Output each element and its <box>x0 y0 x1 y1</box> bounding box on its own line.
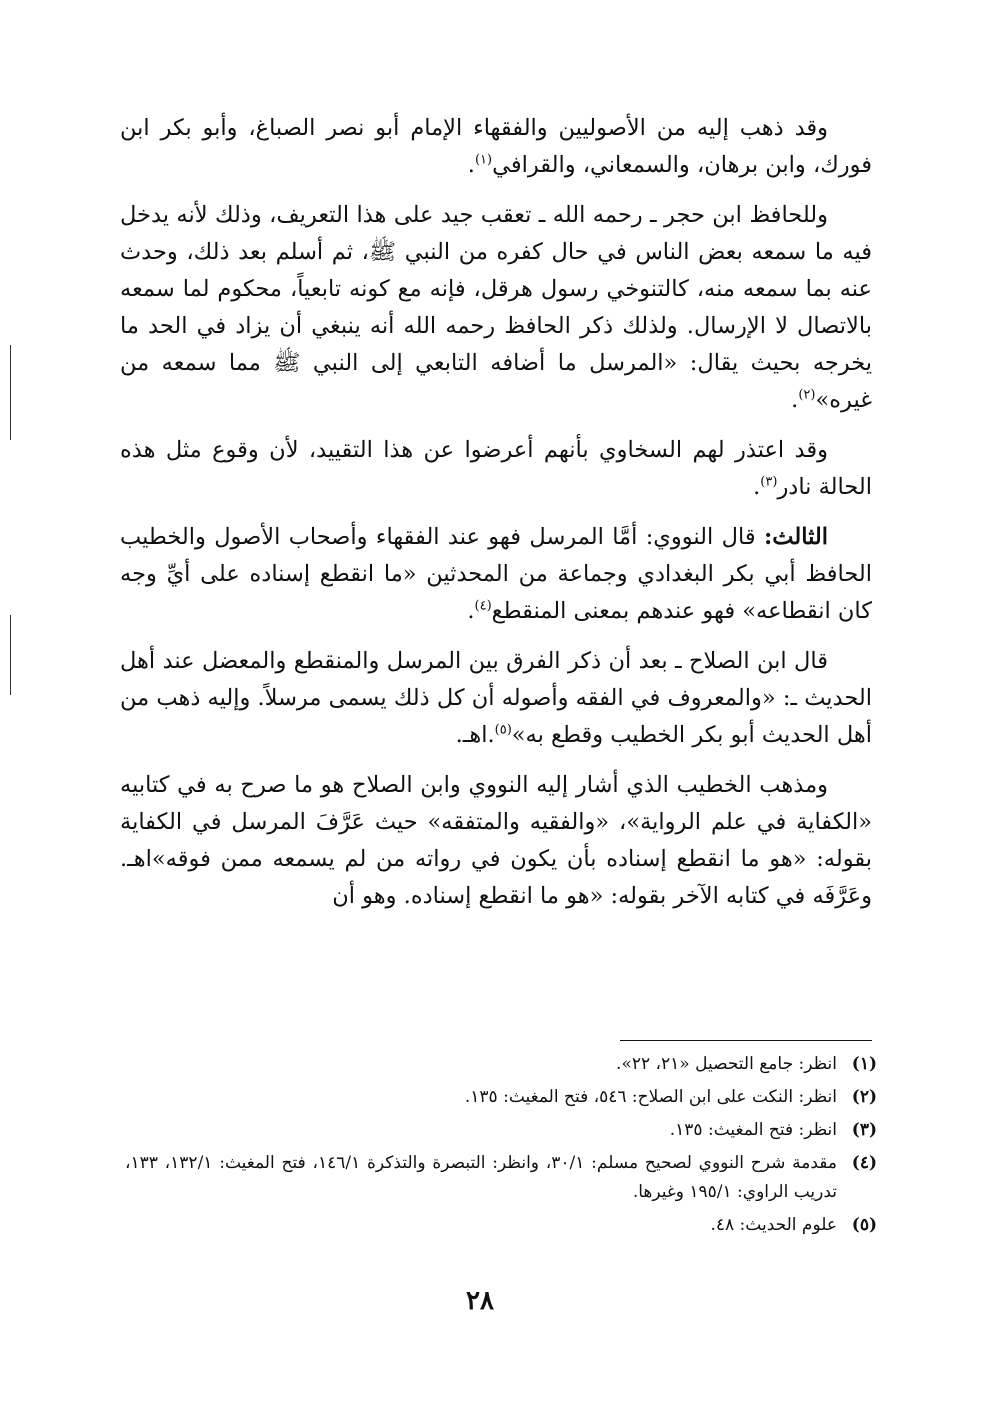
footnote-number: (٥) <box>851 1215 877 1235</box>
footnote-text: علوم الحديث: ٤٨. <box>710 1215 837 1235</box>
paragraph <box>120 432 872 506</box>
main-text <box>120 110 872 928</box>
footnote-ref[interactable]: (٤) <box>474 598 492 614</box>
footnote-ref[interactable]: (٢) <box>798 387 816 403</box>
footnote-number: (٢) <box>851 1087 877 1107</box>
footnote-ref[interactable]: (٣) <box>760 474 778 490</box>
footnote-number: (١) <box>851 1054 877 1074</box>
paragraph-text: وللحافظ ابن حجر ـ رحمه الله ـ تعقب جيد على هذا التعريف، وذلك لأنه يدخل فيه ما سمعه بعض الناس في حال كفره من النبي ﷺ، ثم أسلم بعد ذلك، وحدث عنه بما سمعه منه، كالتنوخي رسول هرقل، فإنه مع كونه تابعياً، محكوم لما سمعه بالاتصال لا الإرسال. ولذلك ذكر الحافظ رحمه الله أنه ينبغي أن يزاد في الحد ما يخرجه بحيث يقال: «المرسل ما أضافه التابعي إلى النبي ﷺ مما سمعه من غيره» <box>120 202 872 413</box>
footnote-number: (٤) <box>851 1153 877 1173</box>
footnote-ref[interactable]: (٥) <box>494 722 512 738</box>
footnotes <box>125 1050 877 1244</box>
footnote-text: انظر: جامع التحصيل «٢١، ٢٢». <box>616 1054 837 1074</box>
paragraph-text: ومذهب الخطيب الذي أشار إليه النووي وابن الصلاح هو ما صرح به في كتابيه «الكفاية في علم الرواية»، «والفقيه والمتفقه» حيث عَرَّفَ المرسل في الكفاية بقوله: «هو ما انقطع إسناده بأن يكون في رواته من لم يسمعه ممن فوقه»اهـ. وعَرَّفَه في كتابه الآخر بقوله: «هو ما انقطع إسناده. وهو أن <box>120 772 872 909</box>
scan-edge-mark <box>10 345 11 440</box>
footnote-text: انظر: فتح المغيث: ١٣٥. <box>669 1120 837 1140</box>
footnote <box>125 1050 877 1079</box>
footnote-number: (٣) <box>851 1120 877 1140</box>
paragraph-tail: .اهـ. <box>455 722 495 748</box>
footnote-text: انظر: النكت على ابن الصلاح: ٥٤٦، فتح المغيث: ١٣٥. <box>464 1087 837 1107</box>
paragraph-text: قال النووي: أمَّا المرسل فهو عند الفقهاء وأصحاب الأصول والخطيب الحافظ أبي بكر البغدادي وجماعة من المحدثين «ما انقطع إسناده على أيِّ وجه كان انقطاعه» فهو عندهم بمعنى المنقطع <box>120 524 872 624</box>
paragraph <box>120 197 872 419</box>
footnote-separator <box>620 1040 872 1041</box>
paragraph-tail: . <box>791 387 799 413</box>
footnote <box>125 1211 877 1240</box>
paragraph-text: وقد ذهب إليه من الأصوليين والفقهاء الإمام أبو نصر الصباغ، وأبو بكر ابن فورك، وابن برهان، والسمعاني، والقرافي <box>120 115 872 178</box>
footnote <box>125 1149 877 1207</box>
footnote-ref[interactable]: (١) <box>474 152 493 168</box>
paragraph <box>120 643 872 754</box>
paragraph-tail: . <box>753 474 761 500</box>
footnote <box>125 1083 877 1112</box>
paragraph-lead: الثالث: <box>763 524 828 550</box>
paragraph-text: قال ابن الصلاح ـ بعد أن ذكر الفرق بين المرسل والمنقطع والمعضل عند أهل الحديث ـ: «والمعروف في الفقه وأصوله أن كل ذلك يسمى مرسلاً. وإليه ذهب من أهل الحديث أبو بكر الخطيب وقطع به» <box>120 648 872 748</box>
page-number: ٢٨ <box>466 1286 494 1316</box>
paragraph <box>120 767 872 915</box>
paragraph-tail: . <box>467 598 475 624</box>
scan-edge-mark <box>10 615 11 695</box>
paragraph <box>120 519 872 630</box>
footnote-text: مقدمة شرح النووي لصحيح مسلم: ٣٠/١، وانظر: التبصرة والتذكرة ١٤٦/١، فتح المغيث: ١٣٢/١، ١٣٣، تدريب الراوي: ١٩٥/١ وغيرها. <box>125 1153 837 1202</box>
footnote <box>125 1116 877 1145</box>
paragraph-tail: . <box>467 152 475 178</box>
paragraph <box>120 110 872 184</box>
paragraph-text: وقد اعتذر لهم السخاوي بأنهم أعرضوا عن هذا التقييد، لأن وقوع مثل هذه الحالة نادر <box>120 437 872 500</box>
